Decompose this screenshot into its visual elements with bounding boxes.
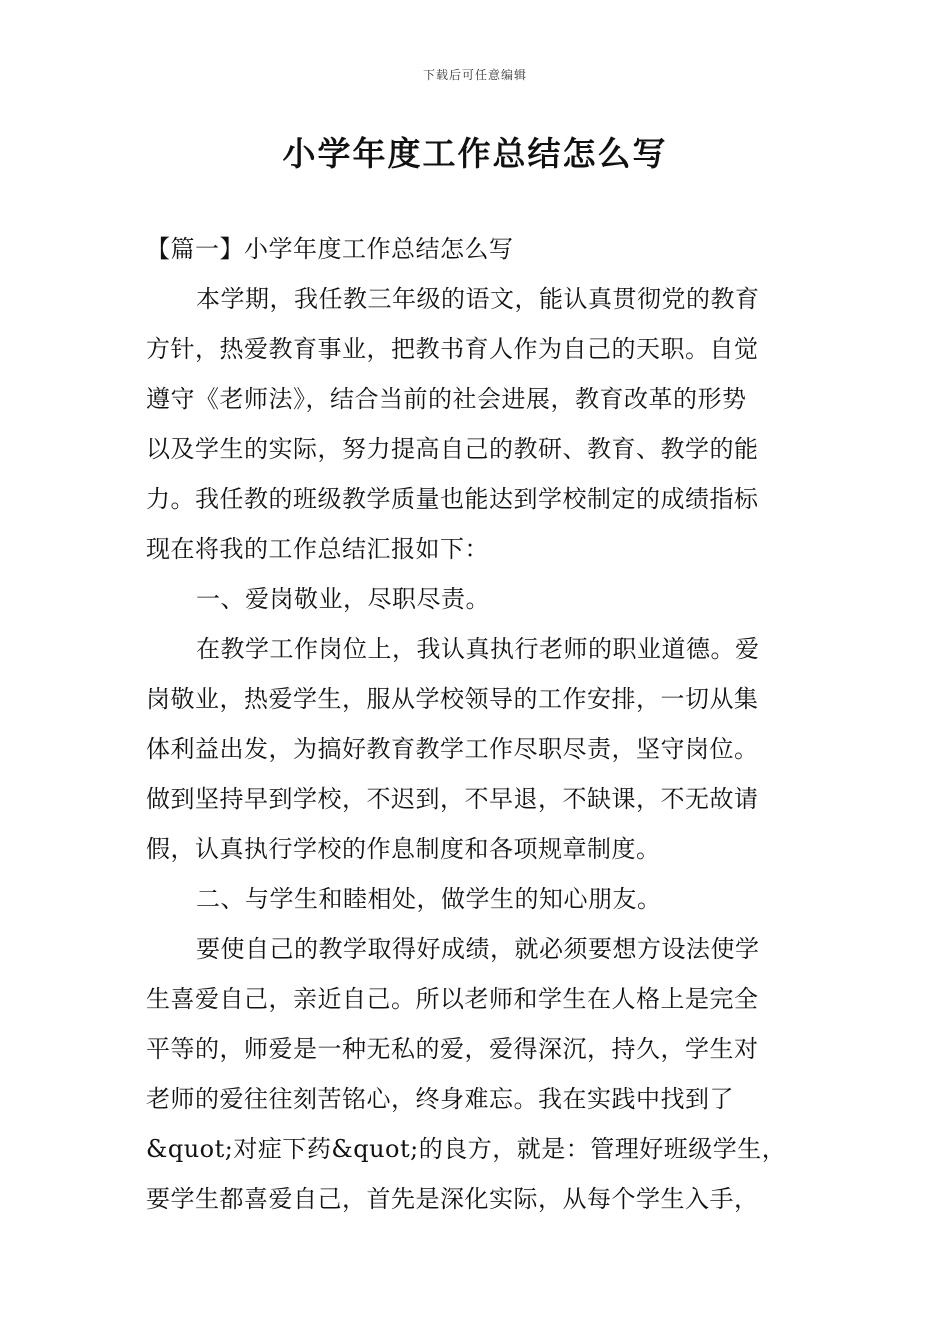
paragraph-line: 方针，热爱教育事业，把教书育人作为自己的天职。自觉 <box>146 335 759 363</box>
paragraph-line: 遵守《老师法》，结合当前的社会进展，教育改革的形势 <box>146 385 747 413</box>
header-note: 下载后可任意编辑 <box>422 68 527 82</box>
paragraph-line: 做到坚持早到学校，不迟到，不早退，不缺课，不无故请 <box>146 785 759 813</box>
paragraph-line: 力。我任教的班级教学质量也能达到学校制定的成绩指标 <box>146 485 759 513</box>
paragraph-line: 老师的爱往往刻苦铭心，终身难忘。我在实践中找到了 <box>146 1085 734 1113</box>
paragraph-line: 岗敬业，热爱学生，服从学校领导的工作安排，一切从集 <box>146 685 759 713</box>
paragraph-line: 假，认真执行学校的作息制度和各项规章制度。 <box>146 835 661 863</box>
document-title: 小学年度工作总结怎么写 <box>282 134 668 173</box>
subsection-heading: 二、与学生和睦相处，做学生的知心朋友。 <box>196 885 662 913</box>
section-heading: 【篇一】小学年度工作总结怎么写 <box>146 235 514 263</box>
paragraph-line: 本学期，我任教三年级的语文，能认真贯彻党的教育 <box>196 285 760 313</box>
document-body <box>146 224 810 1224</box>
paragraph-line: 要使自己的教学取得好成绩，就必须要想方设法使学 <box>196 935 760 963</box>
paragraph-line: &quot;对症下药&quot;的良方，就是：管理好班级学生， <box>146 1135 787 1163</box>
paragraph-line: 现在将我的工作总结汇报如下： <box>146 535 489 563</box>
paragraph-line: 在教学工作岗位上，我认真执行老师的职业道德。爱 <box>196 635 760 663</box>
paragraph-line: 平等的，师爱是一种无私的爱，爱得深沉，持久，学生对 <box>146 1035 759 1063</box>
paragraph-line: 生喜爱自己，亲近自己。所以老师和学生在人格上是完全 <box>146 985 759 1013</box>
paragraph-line: 要学生都喜爱自己，首先是深化实际，从每个学生入手， <box>146 1185 759 1213</box>
paragraph-line: 体利益出发，为搞好教育教学工作尽职尽责，坚守岗位。 <box>146 735 759 763</box>
paragraph-line: 以及学生的实际，努力提高自己的教研、教育、教学的能 <box>146 435 759 463</box>
subsection-heading: 一、爱岗敬业，尽职尽责。 <box>196 585 490 613</box>
